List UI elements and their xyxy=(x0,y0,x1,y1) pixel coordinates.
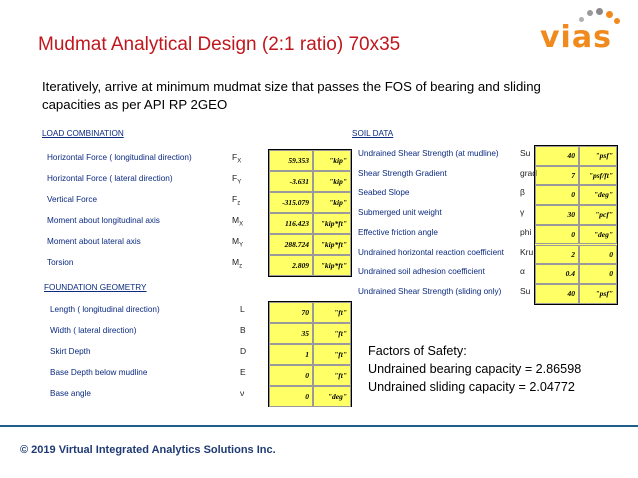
load-combination-value-cell[interactable]: 2.809 xyxy=(269,255,313,276)
soil-data-unit-cell: "psf" xyxy=(579,284,617,304)
symbol-text: β xyxy=(520,187,525,198)
foundation-geometry-unit-cell: "ft" xyxy=(313,365,351,386)
soil-data-heading: SOIL DATA xyxy=(352,129,394,138)
foundation-geometry-heading: FOUNDATION GEOMETRY xyxy=(44,283,147,292)
soil-data-row-symbol xyxy=(520,247,533,257)
symbol-subscript: X xyxy=(239,221,244,228)
symbol-text: B xyxy=(240,325,246,335)
load-combination-row-label: Horizontal Force ( longitudinal direction) xyxy=(47,153,192,162)
slide-title: Mudmat Analytical Design (2:1 ratio) 70x35 xyxy=(38,34,401,55)
foundation-geometry-row-symbol xyxy=(240,304,245,314)
foundation-geometry-row-symbol xyxy=(240,388,244,398)
load-combination-row-label: Moment about longitudinal axis xyxy=(47,216,160,225)
soil-data-value-cell[interactable]: 0 xyxy=(535,185,579,205)
foundation-geometry-row-label: Width ( lateral direction) xyxy=(50,326,137,335)
foundation-geometry-value-cell[interactable]: 70 xyxy=(269,302,313,323)
load-combination-row-symbol xyxy=(232,194,240,207)
soil-data-row-label: Undrained soil adhesion coefficient xyxy=(358,267,485,277)
soil-data-value-cell[interactable]: 0.4 xyxy=(535,264,579,284)
footer-divider xyxy=(0,425,638,427)
soil-data-unit-cell: 0 xyxy=(579,264,617,284)
soil-data-value-cell[interactable]: 40 xyxy=(535,146,579,166)
soil-data-value-cell[interactable]: 7 xyxy=(535,166,579,186)
load-combination-row-symbol xyxy=(232,152,241,165)
load-combination-unit-cell: "kip*ft" xyxy=(313,234,351,255)
soil-data-value-cell[interactable]: 40 xyxy=(535,284,579,304)
fos-bearing: Undrained bearing capacity = 2.86598 xyxy=(368,362,582,376)
symbol-text: E xyxy=(240,367,246,377)
logo-dot xyxy=(587,10,593,16)
fos-heading: Factors of Safety: xyxy=(368,344,467,358)
foundation-geometry-row-label: Base angle xyxy=(50,389,91,398)
symbol-text: D xyxy=(240,346,247,356)
load-combination-unit-cell: "kip*ft" xyxy=(313,213,351,234)
soil-data-row-label: Undrained Shear Strength (sliding only) xyxy=(358,286,502,296)
soil-data-unit-cell: "deg" xyxy=(579,185,617,205)
symbol-text: Kru xyxy=(520,246,534,257)
symbol-text: M xyxy=(232,236,240,246)
symbol-subscript: z xyxy=(237,200,241,207)
logo-wordmark: vias xyxy=(540,20,612,55)
symbol-text: γ xyxy=(520,207,525,218)
soil-data-row-label: Undrained horizontal reaction coefficient xyxy=(358,247,504,257)
fos-sliding: Undrained sliding capacity = 2.04772 xyxy=(368,380,575,394)
foundation-geometry-value-cell[interactable]: 35 xyxy=(269,323,313,344)
symbol-text: Su xyxy=(520,285,531,296)
foundation-geometry-value-cell[interactable]: 0 xyxy=(269,365,313,386)
load-combination-value-cell[interactable]: 59.353 xyxy=(269,150,313,171)
symbol-text: M xyxy=(232,257,240,267)
symbol-text: grad xyxy=(520,167,538,178)
soil-data-unit-cell: "deg" xyxy=(579,225,617,245)
soil-data-row-symbol xyxy=(520,286,530,296)
copyright-footer: © 2019 Virtual Integrated Analytics Solutions Inc. xyxy=(20,444,276,456)
foundation-geometry-row-label: Base Depth below mudline xyxy=(50,368,148,377)
factors-of-safety xyxy=(368,342,581,396)
soil-data-row-symbol xyxy=(520,227,531,237)
load-combination-value-cell[interactable]: -315.079 xyxy=(269,192,313,213)
foundation-geometry-value-cell[interactable]: 0 xyxy=(269,386,313,407)
load-combination-row-symbol xyxy=(232,257,242,270)
symbol-text: α xyxy=(520,266,525,277)
symbol-text: F xyxy=(232,173,238,183)
symbol-text: M xyxy=(232,215,240,225)
vias-logo xyxy=(540,8,632,56)
foundation-geometry-unit-cell: "ft" xyxy=(313,344,351,365)
foundation-geometry-row-symbol xyxy=(240,367,246,377)
symbol-subscript: X xyxy=(237,158,242,165)
soil-data-row-label: Undrained Shear Strength (at mudline) xyxy=(358,149,499,158)
soil-data-unit-cell: "pcf" xyxy=(579,205,617,225)
load-combination-unit-cell: "kip*ft" xyxy=(313,255,351,276)
soil-data-unit-cell: "psf/ft" xyxy=(579,166,617,186)
foundation-geometry-unit-cell: "ft" xyxy=(313,323,351,344)
load-combination-row-label: Moment about lateral axis xyxy=(47,237,141,246)
symbol-text: F xyxy=(232,152,238,162)
load-combination-value-cell[interactable]: 288.724 xyxy=(269,234,313,255)
load-combination-value-cell[interactable]: 116.423 xyxy=(269,213,313,234)
soil-data-value-cell[interactable]: 30 xyxy=(535,205,579,225)
symbol-text: L xyxy=(240,304,245,314)
symbol-text: F xyxy=(232,194,238,204)
load-combination-row-symbol xyxy=(232,236,243,249)
logo-dot xyxy=(614,18,620,24)
load-combination-row-label: Vertical Force xyxy=(47,195,98,204)
load-combination-row-label: Torsion xyxy=(47,258,74,267)
foundation-geometry-row-label: Skirt Depth xyxy=(50,347,91,356)
symbol-subscript: Y xyxy=(237,179,242,186)
symbol-subscript: z xyxy=(239,263,243,270)
soil-data-unit-cell: "psf" xyxy=(579,146,617,166)
load-combination-unit-cell: "kip" xyxy=(313,150,351,171)
foundation-geometry-row-symbol xyxy=(240,346,246,356)
soil-data-row-label: Effective friction angle xyxy=(358,227,438,237)
foundation-geometry-row-symbol xyxy=(240,325,246,335)
foundation-geometry-unit-cell: "ft" xyxy=(313,302,351,323)
logo-dot xyxy=(596,8,603,15)
symbol-text: ν xyxy=(240,388,245,398)
soil-data-row-label: Seabed Slope xyxy=(358,188,410,198)
load-combination-heading: LOAD COMBINATION xyxy=(42,129,124,138)
soil-data-row-symbol xyxy=(520,148,530,158)
load-combination-row-label: Horizontal Force ( lateral direction) xyxy=(47,174,173,183)
load-combination-row-symbol xyxy=(232,215,243,228)
soil-data-value-cell[interactable]: 2 xyxy=(535,245,579,265)
soil-data-row-label: Submerged unit weight xyxy=(358,208,442,218)
soil-data-row-symbol xyxy=(520,266,525,276)
soil-data-unit-cell: 0 xyxy=(579,245,617,265)
load-combination-value-cell[interactable]: -3.631 xyxy=(269,171,313,192)
soil-data-row-label: Shear Strength Gradient xyxy=(358,168,447,178)
load-combination-row-symbol xyxy=(232,173,241,186)
foundation-geometry-row-label: Length ( longitudinal direction) xyxy=(50,305,160,314)
symbol-text: Su xyxy=(520,148,531,158)
intro-text: Iteratively, arrive at minimum mudmat size that passes the FOS of bearing and sliding capacities as per API RP 2GEO xyxy=(42,79,541,112)
foundation-geometry-unit-cell: "deg" xyxy=(313,386,351,407)
symbol-subscript: Y xyxy=(239,242,244,249)
load-combination-unit-cell: "kip" xyxy=(313,192,351,213)
load-combination-unit-cell: "kip" xyxy=(313,171,351,192)
soil-data-value-cell[interactable]: 0 xyxy=(535,225,579,245)
foundation-geometry-value-cell[interactable]: 1 xyxy=(269,344,313,365)
soil-data-row-symbol xyxy=(520,207,524,217)
symbol-text: phi xyxy=(520,226,532,237)
logo-dot xyxy=(606,11,613,18)
soil-data-row-symbol xyxy=(520,187,525,197)
